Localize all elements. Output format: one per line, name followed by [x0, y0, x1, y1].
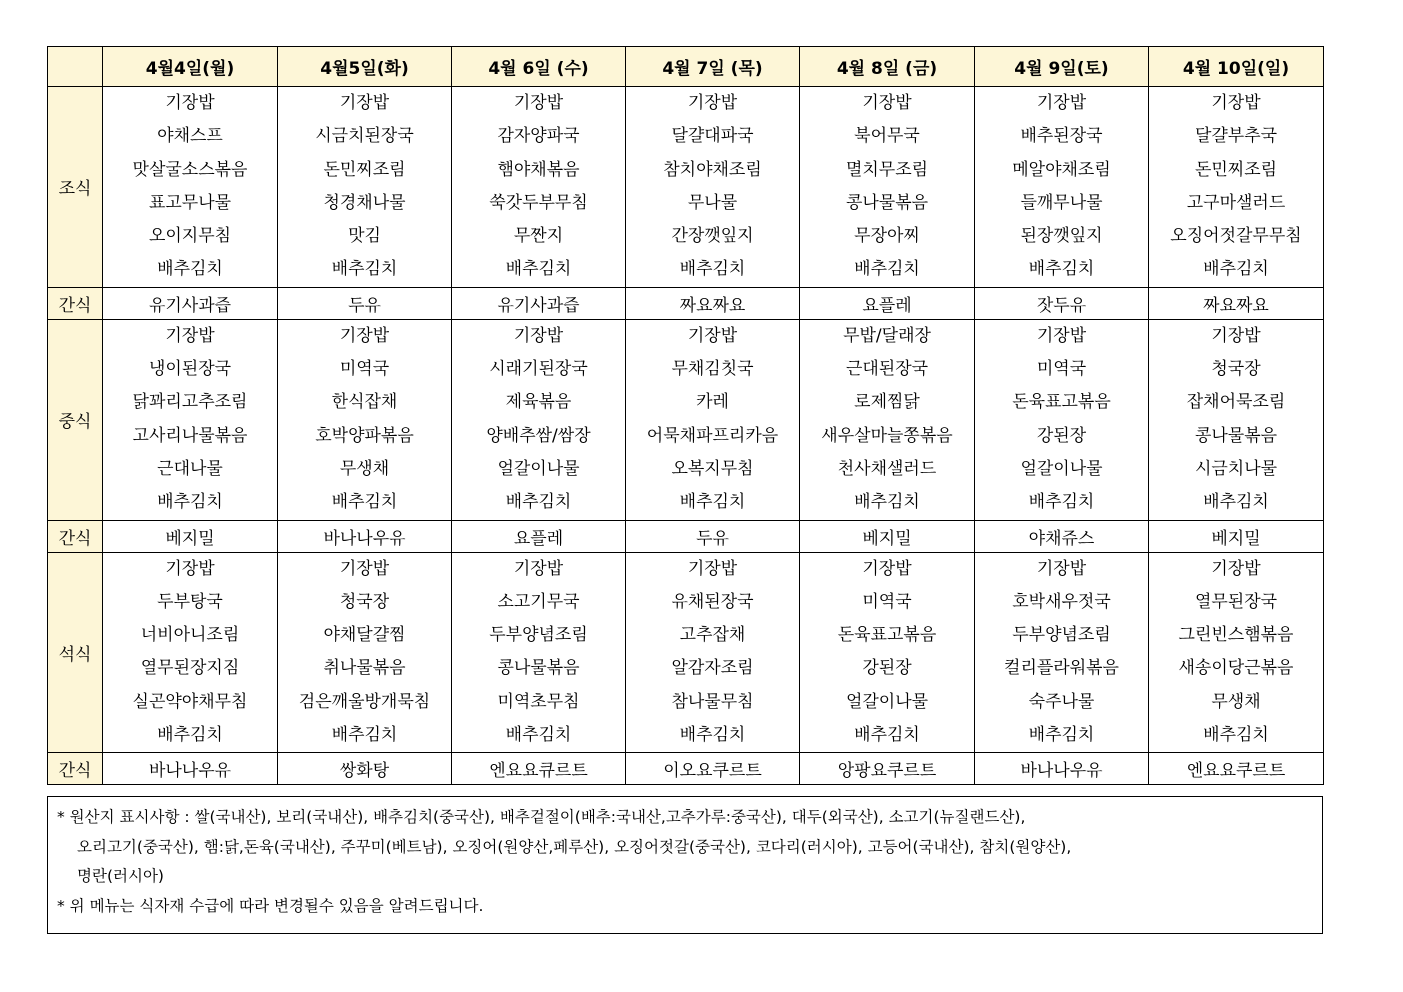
menu-item: 천사채샐러드 [837, 458, 937, 479]
snack-item: 바나나우유 [278, 520, 452, 552]
menu-item: 배추김치 [331, 725, 398, 746]
menu-item: 열무된장지짐 [140, 658, 240, 679]
menu-item: 새우살마늘쫑볶음 [821, 425, 953, 446]
menu-item: 호박양파볶음 [315, 425, 414, 446]
menu-item: 기장밥 [862, 558, 912, 579]
snack-item: 야채쥬스 [975, 520, 1149, 552]
menu-item: 배추김치 [1203, 259, 1269, 280]
menu-item: 무생채 [339, 458, 390, 479]
menu-item: 기장밥 [513, 93, 564, 113]
menu-item: 청국장 [1211, 359, 1261, 380]
menu-item: 근대나물 [157, 458, 223, 479]
menu-item: 고사리나물볶음 [132, 425, 248, 446]
snack-item: 베지밀 [1149, 520, 1324, 552]
menu-item: 간장깻잎지 [671, 226, 754, 247]
origin-notes [47, 796, 1323, 934]
menu-item: 얼갈이나물 [1020, 458, 1103, 479]
menu-item: 실곤약야채무침 [132, 691, 248, 712]
menu-item: 배추된장국 [1020, 126, 1103, 147]
menu-item: 배추김치 [157, 259, 223, 280]
menu-item: 참치야채조림 [663, 159, 762, 180]
lunch-menu-cell [1149, 319, 1324, 520]
snack-item: 앙팡요쿠르트 [800, 753, 975, 785]
meal-label: 간식 [48, 520, 103, 552]
lunch-menu-cell [452, 319, 626, 520]
dinner-menu-cell [103, 552, 278, 753]
snack-item: 요플레 [800, 287, 975, 319]
breakfast-menu-cell [626, 87, 800, 288]
menu-item: 무나물 [687, 192, 738, 213]
menu-item: 기장밥 [339, 558, 390, 579]
day-header: 4월 6일 (수) [452, 47, 626, 87]
note-line: 오리고기(중국산), 햄:닭,돈육(국내산), 주꾸미(베트남), 오징어(원양산,페루산), 오징어젓갈(중국산), 코다리(러시아), 고등어(국내산), 참치(원양산), [77, 837, 1072, 856]
menu-item: 로제찜닭 [854, 392, 920, 413]
snack-item: 바나나우유 [975, 753, 1149, 785]
menu-item: 참나물무침 [671, 691, 754, 712]
breakfast-menu-cell [452, 87, 626, 288]
meal-label: 조식 [48, 87, 103, 288]
snack-item: 바나나우유 [103, 753, 278, 785]
menu-item: 배추김치 [854, 259, 920, 280]
lunch-menu-cell [975, 319, 1149, 520]
snack-row [48, 753, 1324, 785]
menu-item: 기장밥 [687, 558, 738, 579]
menu-item: 열무된장국 [1194, 591, 1278, 612]
menu-item: 기장밥 [1036, 325, 1087, 346]
menu-item: 배추김치 [854, 492, 920, 513]
menu-item: 배추김치 [331, 492, 398, 513]
snack-item: 두유 [626, 520, 800, 552]
dinner-menu-cell [975, 552, 1149, 753]
menu-item: 기장밥 [513, 558, 564, 579]
menu-item: 두부양념조림 [1012, 625, 1111, 646]
menu-item: 닭꽈리고추조림 [132, 392, 248, 413]
menu-item: 배추김치 [679, 725, 746, 746]
meal-label: 중식 [48, 319, 103, 520]
menu-item: 기장밥 [339, 325, 390, 346]
menu-item: 검은깨울방개묵침 [298, 691, 431, 712]
menu-item: 돈민찌조림 [323, 159, 406, 180]
menu-item: 카레 [696, 392, 729, 413]
menu-item: 배추김치 [1028, 259, 1095, 280]
snack-item: 베지밀 [103, 520, 278, 552]
note-line: 명란(러시아) [77, 867, 164, 885]
menu-item: 쑥갓두부무침 [489, 192, 588, 213]
menu-item: 소고기무국 [497, 591, 580, 612]
menu-item: 기장밥 [1211, 558, 1261, 579]
menu-item: 기장밥 [1036, 558, 1087, 579]
menu-item: 알감자조림 [671, 658, 754, 679]
menu-item: 미역초무침 [497, 691, 580, 712]
menu-item: 콩나물볶음 [497, 658, 580, 679]
dinner-menu-cell [452, 552, 626, 753]
corner-cell [48, 47, 103, 87]
menu-item: 컬리플라워볶음 [1004, 658, 1119, 679]
menu-item: 무채김칫국 [671, 359, 754, 380]
breakfast-menu-cell [103, 87, 278, 288]
menu-item: 배추김치 [854, 725, 920, 746]
day-header: 4월 10일(일) [1149, 47, 1324, 87]
menu-item: 야채스프 [157, 126, 223, 147]
menu-item: 기장밥 [165, 325, 215, 346]
snack-item: 요플레 [452, 520, 626, 552]
menu-item: 강된장 [862, 658, 912, 679]
menu-item: 냉이된장국 [148, 359, 232, 380]
menu-item: 돈육표고볶음 [1012, 392, 1111, 413]
menu-item: 배추김치 [679, 492, 746, 513]
dinner-row [48, 552, 1324, 753]
menu-item: 새송이당근볶음 [1178, 658, 1294, 679]
menu-item: 기장밥 [339, 93, 390, 113]
day-header: 4월4일(월) [103, 47, 278, 87]
menu-item: 미역국 [339, 359, 390, 380]
dinner-menu-cell [1149, 552, 1324, 753]
snack-item: 이오요쿠르트 [626, 753, 800, 785]
menu-item: 두부탕국 [157, 591, 223, 612]
menu-item: 잡채어묵조림 [1186, 392, 1286, 413]
menu-item: 고구마샐러드 [1186, 192, 1286, 213]
snack-row [48, 520, 1324, 552]
lunch-menu-cell [278, 319, 452, 520]
menu-item: 야채달걀찜 [323, 625, 406, 646]
menu-item: 배추김치 [331, 259, 398, 280]
day-header: 4월 9일(토) [975, 47, 1149, 87]
menu-item: 배추김치 [505, 259, 572, 280]
menu-item: 기장밥 [513, 325, 564, 346]
meal-label: 간식 [48, 753, 103, 785]
menu-item: 어묵채파프리카음 [646, 425, 779, 446]
menu-item: 북어무국 [854, 126, 920, 147]
day-header: 4월 8일 (금) [800, 47, 975, 87]
lunch-menu-cell [800, 319, 975, 520]
menu-item: 취나물볶음 [323, 658, 406, 679]
menu-item: 콩나물볶음 [845, 192, 929, 213]
menu-item: 표고무나물 [148, 192, 232, 213]
menu-item: 근대된장국 [845, 359, 929, 380]
menu-item: 배추김치 [1028, 725, 1095, 746]
day-header: 4월 7일 (목) [626, 47, 800, 87]
menu-item: 배추김치 [1203, 492, 1269, 513]
menu-item: 햄야채볶음 [497, 159, 580, 180]
day-header: 4월5일(화) [278, 47, 452, 87]
menu-item: 배추김치 [1203, 725, 1269, 746]
menu-item: 오이지무침 [148, 226, 232, 247]
menu-item: 기장밥 [165, 93, 215, 113]
lunch-menu-cell [626, 319, 800, 520]
menu-item: 미역국 [1036, 359, 1087, 380]
breakfast-menu-cell [1149, 87, 1324, 288]
menu-item: 청국장 [339, 591, 390, 612]
menu-item: 돈민찌조림 [1194, 159, 1278, 180]
menu-item: 유채된장국 [671, 591, 754, 612]
menu-item: 무밥/달래장 [843, 325, 931, 346]
menu-item: 기장밥 [687, 325, 738, 346]
menu-item: 너비아니조림 [140, 625, 240, 646]
note-line: * 위 메뉴는 식자재 수급에 따라 변경될수 있음을 알려드립니다. [57, 896, 484, 915]
menu-item: 멸치무조림 [845, 159, 929, 180]
dinner-menu-cell [800, 552, 975, 753]
dinner-menu-cell [626, 552, 800, 753]
menu-item: 무생채 [1211, 691, 1261, 712]
snack-item: 잣두유 [975, 287, 1149, 319]
breakfast-row [48, 87, 1324, 288]
menu-item: 들깨무나물 [1020, 192, 1103, 213]
snack-item: 짜요짜요 [626, 287, 800, 319]
menu-item: 제육볶음 [505, 392, 572, 413]
snack-item: 유기사과즙 [103, 287, 278, 319]
menu-item: 돈육표고볶음 [837, 625, 937, 646]
menu-item: 배추김치 [505, 725, 572, 746]
menu-item: 양배추쌈/쌈장 [486, 425, 591, 446]
menu-item: 시금치된장국 [315, 126, 414, 147]
menu-item: 숙주나물 [1028, 691, 1095, 712]
menu-item: 배추김치 [157, 492, 223, 513]
lunch-menu-cell [103, 319, 278, 520]
menu-item: 배추김치 [157, 725, 223, 746]
menu-item: 달걀대파국 [671, 126, 754, 147]
menu-item: 오복지무침 [671, 458, 754, 479]
menu-item: 배추김치 [679, 259, 746, 280]
snack-item: 엔요요쿠르트 [1149, 753, 1324, 785]
menu-item: 기장밥 [687, 93, 738, 113]
menu-item: 한식잡채 [331, 392, 398, 413]
header-row [48, 47, 1324, 87]
snack-item: 쌍화탕 [278, 753, 452, 785]
meal-label: 간식 [48, 287, 103, 319]
menu-item: 호박새우젓국 [1012, 591, 1111, 612]
breakfast-menu-cell [800, 87, 975, 288]
menu-item: 고추잡채 [679, 625, 746, 646]
menu-item: 메알야채조림 [1012, 159, 1111, 180]
menu-item: 그린빈스햄볶음 [1178, 625, 1294, 646]
snack-item: 엔요요큐르트 [452, 753, 626, 785]
snack-row [48, 287, 1324, 319]
menu-item: 된장깻잎지 [1020, 226, 1103, 247]
snack-item: 두유 [278, 287, 452, 319]
snack-item: 짜요짜요 [1149, 287, 1324, 319]
meal-plan-table [47, 46, 1324, 785]
menu-item: 기장밥 [1036, 93, 1087, 113]
menu-item: 배추김치 [505, 492, 572, 513]
menu-item: 시금치나물 [1194, 458, 1278, 479]
breakfast-menu-cell [975, 87, 1149, 288]
menu-item: 무짠지 [513, 226, 564, 247]
menu-item: 얼갈이나물 [845, 691, 929, 712]
snack-item: 유기사과즙 [452, 287, 626, 319]
note-line: * 원산지 표시사항 : 쌀(국내산), 보리(국내산), 배추김치(중국산), 배추겉절이(배추:국내산,고추가루:중국산), 대두(외국산), 소고기(뉴질랜드산), [57, 808, 1026, 826]
menu-item: 청경채나물 [323, 192, 406, 213]
menu-item: 무장아찌 [854, 226, 920, 247]
menu-item: 감자양파국 [497, 126, 580, 147]
meal-label: 석식 [48, 552, 103, 753]
menu-item: 기장밥 [862, 93, 912, 113]
menu-item: 맛살굴소스볶음 [132, 159, 248, 180]
breakfast-menu-cell [278, 87, 452, 288]
menu-item: 강된장 [1036, 425, 1087, 446]
menu-item: 얼갈이나물 [497, 458, 580, 479]
menu-item: 기장밥 [165, 558, 215, 579]
menu-item: 배추김치 [1028, 492, 1095, 513]
menu-item: 콩나물볶음 [1194, 425, 1278, 446]
snack-item: 베지밀 [800, 520, 975, 552]
menu-item: 미역국 [862, 591, 912, 612]
menu-item: 맛김 [348, 226, 381, 247]
menu-item: 달걀부추국 [1194, 126, 1278, 147]
menu-item: 두부양념조림 [489, 625, 588, 646]
lunch-row [48, 319, 1324, 520]
menu-item: 오징어젓갈무무침 [1170, 226, 1302, 247]
menu-item: 기장밥 [1211, 93, 1261, 113]
menu-item: 시래기된장국 [489, 359, 588, 380]
dinner-menu-cell [278, 552, 452, 753]
menu-item: 기장밥 [1211, 325, 1261, 346]
